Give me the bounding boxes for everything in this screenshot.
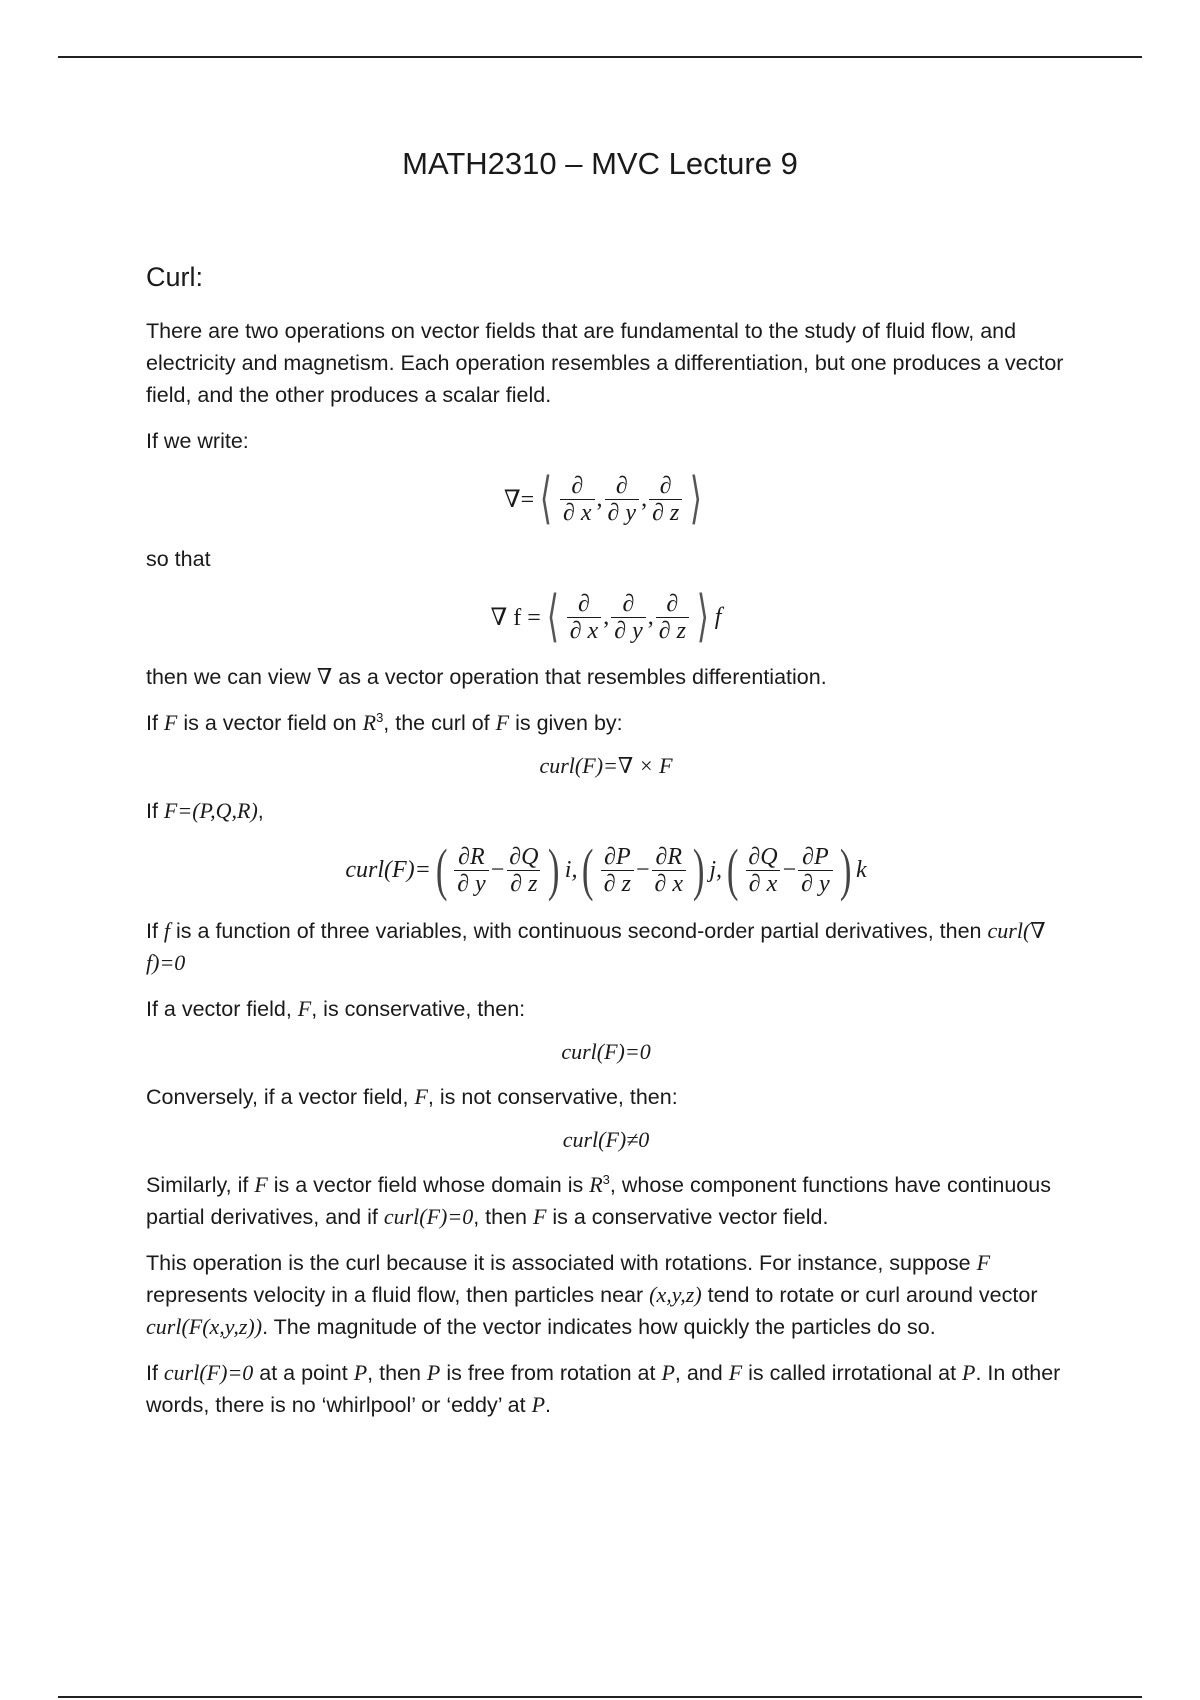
top-rule: [58, 56, 1142, 58]
equation-curl-definition: curl(F)=∇ × F: [539, 753, 673, 778]
paragraph-conservative: If a vector field, F, is conservative, then:: [146, 996, 526, 1021]
equation-curl-components: curl(F)= ( $\frac{\partial R}{\partial y}$ − $\frac{\partial Q}{\partial z}$ ) i, ( $\frac{\partial P}{\partial z}$ − $\frac{\partial R}{\partial x}$ ) j, ( $\frac{\partial Q}{\partial x}$ − $\frac{\partial P}{\partial y}$ ) k: [345, 837, 867, 902]
paragraph-similarly: Similarly, if F is a vector field whose domain is $R^3$, whose component functions have continuous partial derivatives, and if curl(F)=0, then F is a conservative vector field.: [146, 1171, 1051, 1229]
paragraph-not-conservative: Conversely, if a vector field, F, is not conservative, then:: [146, 1084, 678, 1109]
paragraph-nabla-view: then we can view ∇ as a vector operation that resembles differentiation.: [146, 664, 827, 689]
bottom-rule: [58, 1696, 1142, 1698]
section-heading: Curl:: [146, 262, 204, 292]
equation-gradient: ∇ f = ⟨ $\frac{\partial}{\partial x}$ , $\frac{\partial}{\partial y}$ , $\frac{\partial}{\partial z}$ ⟩ f: [490, 586, 722, 648]
paragraph-curl-gradient: If f is a function of three variables, with continuous second-order partial derivatives, then curl(∇ f)=0: [146, 918, 1046, 975]
paragraph-if-F-PQR: If F=(P,Q,R),: [146, 798, 264, 823]
paragraph-curl-given-by: If F is a vector field on $R^3$, the curl of F is given by:: [146, 709, 623, 735]
paragraph-if-we-write: If we write:: [146, 429, 249, 453]
equation-curl-zero: curl(F)=0: [561, 1039, 651, 1064]
equation-nabla-definition: ∇= ⟨ $\frac{\partial}{\partial x}$ , $\frac{\partial}{\partial y}$ , $\frac{\partial}{\partial z}$ ⟩: [503, 468, 703, 530]
paragraph-intro: There are two operations on vector fields that are fundamental to the study of fluid flow, and electricity and magnetism. Each operation resembles a differentiation, but one produces a vector field, and the other produces a scalar field.: [146, 319, 1064, 407]
equation-curl-nonzero: curl(F)≠0: [562, 1127, 650, 1152]
paragraph-rotations: This operation is the curl because it is associated with rotations. For instance, suppose F represents velocity in a fluid flow, then particles near (x,y,z) tend to rotate or curl around vector curl(F(x,y,z)). The magnitude of the vector indicates how quickly the particles do so.: [146, 1250, 1038, 1339]
paragraph-irrotational: If curl(F)=0 at a point P, then P is free from rotation at P, and F is called irrotational at P. In other words, there is no ‘whirlpool’ or ‘eddy’ at P.: [146, 1360, 1061, 1417]
paragraph-so-that: so that: [146, 547, 211, 571]
document-body: [146, 262, 1066, 1435]
page-title: MATH2310 – MVC Lecture 9: [402, 146, 798, 181]
